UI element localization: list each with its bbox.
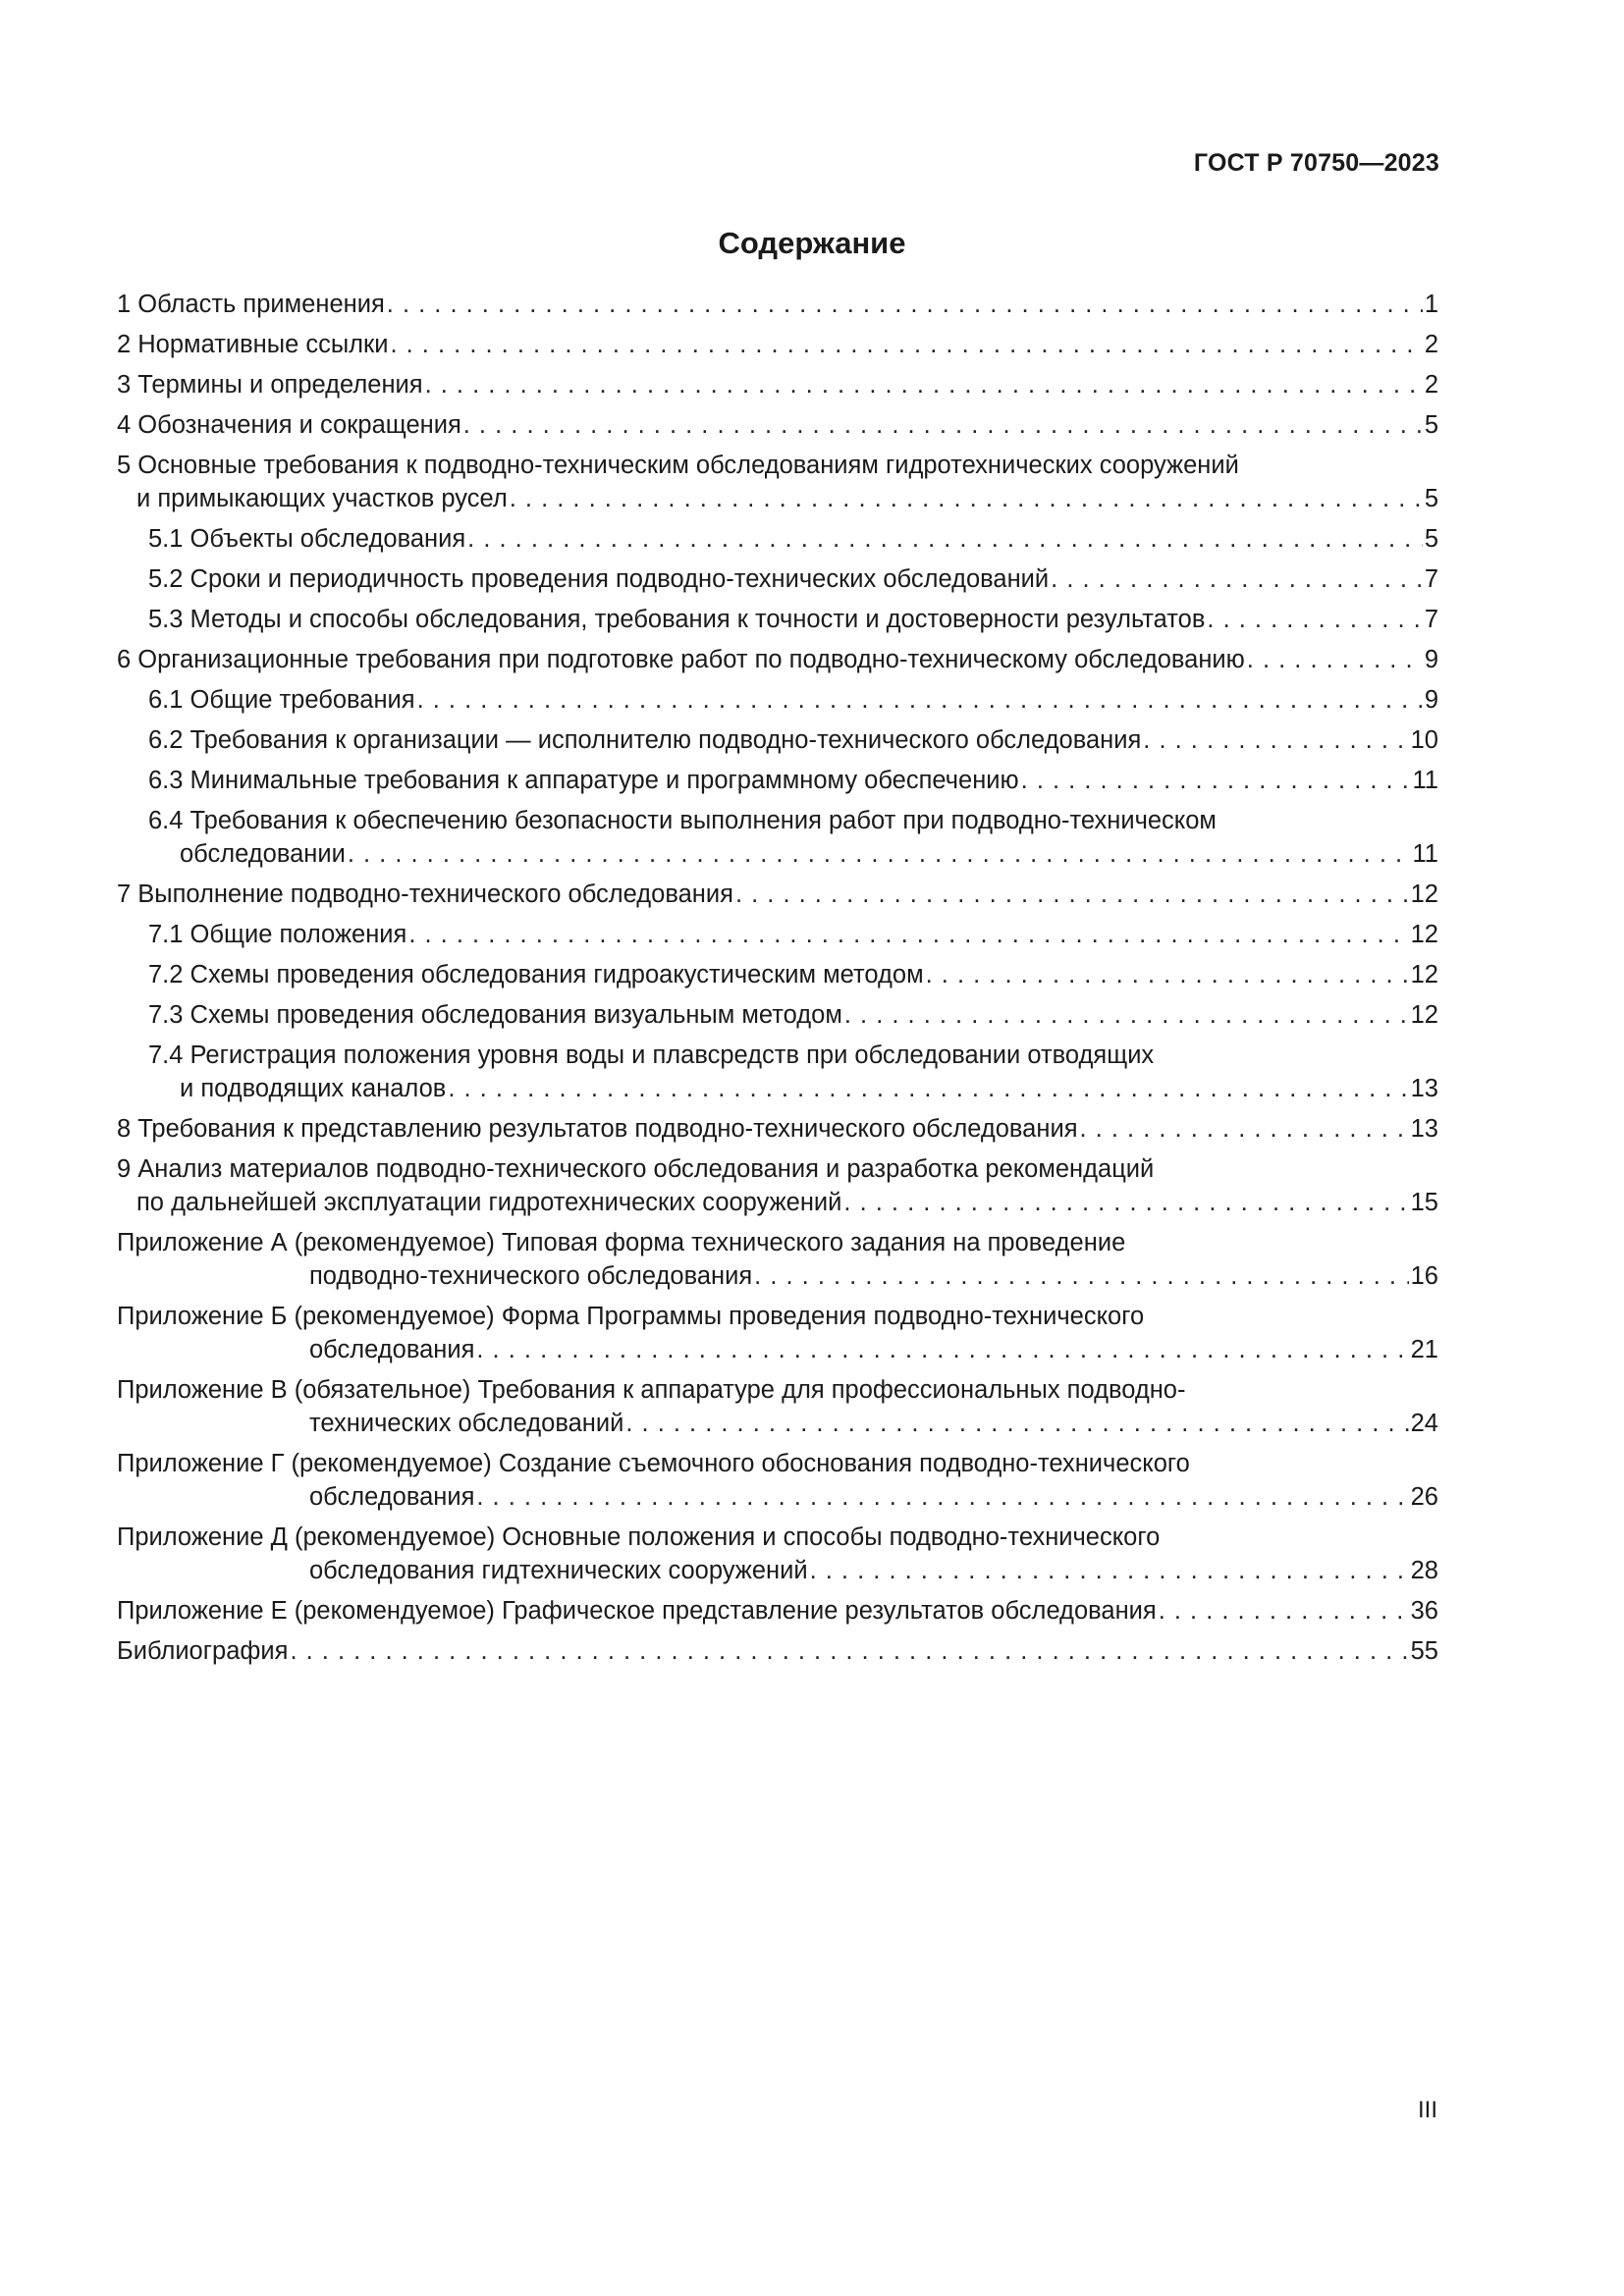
toc-entry[interactable] [117,288,1438,321]
toc-page-number: 9 [1424,646,1438,673]
toc-page-number: 1 [1424,291,1438,318]
toc-page-number: 13 [1410,1075,1438,1102]
toc-entry-label: 5.1 Объекты обследования [148,525,466,553]
toc-entry-text: Приложение А (рекомендуемое) Типовая форма технического задания на проведение [117,1229,1126,1256]
toc-entry-label: обследовании [180,840,346,868]
dot-leader [476,1480,1408,1514]
toc-page-number: 16 [1410,1262,1438,1290]
toc-entry-label: 4 Обозначения и сокращения [117,411,461,439]
toc-page-number: 2 [1424,371,1438,399]
toc-page-number: 36 [1410,1597,1438,1625]
toc-page-number: 21 [1410,1336,1438,1363]
dot-leader [290,1634,1408,1668]
toc-page-number: 7 [1424,565,1438,593]
dot-leader [417,683,1423,717]
dot-leader [1143,723,1408,757]
toc-entry-label: 7.2 Схемы проведения обследования гидроакустическим методом [148,961,924,988]
toc-entry-text: 6.4 Требования к обеспечению безопасности выполнения работ при подводно-техническом [148,807,1217,834]
dot-leader [476,1333,1408,1366]
dot-leader [448,1072,1408,1105]
toc-entry-text: Приложение Б (рекомендуемое) Форма Программы проведения подводно-технического [117,1303,1145,1330]
toc-entry-label: обследования [309,1483,475,1511]
toc-page-number: 26 [1410,1483,1438,1511]
toc-entry[interactable] [117,1152,1438,1219]
toc-entry-text: Приложение Г (рекомендуемое) Создание съемочного обоснования подводно-технического [117,1450,1190,1477]
toc-entry[interactable] [117,1594,1438,1628]
toc-entry[interactable] [117,1112,1438,1146]
toc-entry[interactable] [117,328,1438,361]
dot-leader [348,837,1411,871]
page-number: III [1417,2097,1437,2123]
toc-entry[interactable] [117,1634,1438,1668]
toc-entry[interactable] [117,603,1438,636]
toc-entry-label: технических обследований [309,1410,624,1437]
dot-leader [1021,764,1411,797]
toc-page-number: 10 [1410,726,1438,754]
toc-entry-label: 2 Нормативные ссылки [117,331,389,358]
dot-leader [467,522,1423,556]
dot-leader [625,1407,1408,1440]
toc-page-number: 7 [1424,606,1438,633]
toc-page-number: 12 [1410,921,1438,948]
toc-entry[interactable] [117,408,1438,442]
toc-entry[interactable] [117,643,1438,676]
dot-leader [844,998,1409,1032]
toc-entry-text: Приложение Д (рекомендуемое) Основные положения и способы подводно-технического [117,1523,1161,1551]
toc-entry-label: 7.1 Общие положения [148,921,407,948]
toc-entry-label: 7 Выполнение подводно-технического обследования [117,881,733,908]
dot-leader [510,482,1423,515]
toc-entry[interactable] [117,1039,1438,1105]
dot-leader [754,1259,1408,1293]
document-identifier: ГОСТ Р 70750—2023 [1193,149,1439,177]
dot-leader [735,878,1409,911]
toc-page-number: 12 [1410,961,1438,988]
toc-entry-label: 7.3 Схемы проведения обследования визуальным методом [148,1001,842,1029]
toc-entry-label: и подводящих каналов [180,1075,447,1102]
toc-entry[interactable] [117,522,1438,556]
toc-entry-label: 6.3 Минимальные требования к аппаратуре и программному обеспечению [148,767,1019,794]
toc-entry[interactable] [117,683,1438,717]
toc-page-number: 5 [1424,485,1438,512]
toc-entry-text: 7.4 Регистрация положения уровня воды и плавсредств при обследовании отводящих [148,1041,1155,1069]
toc-entry-label: 6.2 Требования к организации — исполнителю подводно-технического обследования [148,726,1142,754]
dot-leader [390,328,1422,361]
table-of-contents [117,288,1438,1675]
toc-entry-label: 5.2 Сроки и периодичность проведения подводно-технических обследований [148,565,1050,593]
toc-page-number: 24 [1410,1410,1438,1437]
toc-entry[interactable] [117,1373,1438,1440]
dot-leader [1051,562,1423,596]
toc-page-number: 15 [1410,1189,1438,1216]
toc-entry[interactable] [117,1521,1438,1587]
page-title: Содержание [718,226,906,260]
toc-entry[interactable] [117,764,1438,797]
toc-page-number: 28 [1410,1557,1438,1584]
toc-entry[interactable] [117,368,1438,401]
dot-leader [463,408,1423,442]
toc-entry-label: и примыкающих участков русел [136,485,508,512]
toc-entry-label: подводно-технического обследования [309,1262,753,1290]
toc-page-number: 12 [1410,1001,1438,1029]
toc-entry-text: 5 Основные требования к подводно-техническим обследованиям гидротехнических сооружений [117,452,1239,479]
toc-entry-label: Приложение Е (рекомендуемое) Графическое представление результатов обследования [117,1597,1157,1625]
toc-entry[interactable] [117,1226,1438,1293]
toc-page-number: 11 [1412,767,1438,794]
toc-entry-label: 8 Требования к представлению результатов подводно-технического обследования [117,1115,1078,1143]
toc-page-number: 9 [1424,686,1438,714]
toc-page-number: 11 [1412,840,1438,868]
toc-entry[interactable] [117,998,1438,1032]
toc-entry-label: 6 Организационные требования при подготовке работ по подводно-техническому обследованию [117,646,1245,673]
toc-entry[interactable] [117,804,1438,871]
toc-entry-text: Приложение В (обязательное) Требования к аппаратуре для профессиональных подводно- [117,1376,1186,1404]
toc-entry[interactable] [117,1447,1438,1514]
toc-page-number: 5 [1424,411,1438,439]
toc-entry[interactable] [117,1300,1438,1366]
toc-entry-label: обследования [309,1336,475,1363]
toc-entry[interactable] [117,918,1438,951]
toc-entry[interactable] [117,449,1438,515]
toc-entry-label: 3 Термины и определения [117,371,423,399]
toc-entry[interactable] [117,878,1438,911]
dot-leader [387,288,1423,321]
toc-entry-label: 1 Область применения [117,291,385,318]
toc-entry[interactable] [117,958,1438,991]
toc-entry[interactable] [117,562,1438,596]
toc-entry-label: Библиография [117,1637,289,1665]
toc-page-number: 5 [1424,525,1438,553]
toc-entry-text: 9 Анализ материалов подводно-технического обследования и разработка рекомендаций [117,1155,1155,1183]
dot-leader [1159,1594,1409,1628]
dot-leader [843,1186,1408,1219]
dot-leader [1207,603,1422,636]
toc-page-number: 55 [1410,1637,1438,1665]
dot-leader [926,958,1409,991]
toc-entry-label: 5.3 Методы и способы обследования, требования к точности и достоверности результатов [148,606,1206,633]
dot-leader [1080,1112,1409,1146]
dot-leader [425,368,1423,401]
toc-entry-label: обследования гидтехнических сооружений [309,1557,808,1584]
toc-entry[interactable] [117,723,1438,757]
toc-page-number: 2 [1424,331,1438,358]
dot-leader [1247,643,1423,676]
toc-page-number: 12 [1410,881,1438,908]
dot-leader [408,918,1408,951]
toc-page-number: 13 [1410,1115,1438,1143]
toc-entry-label: по дальнейшей эксплуатации гидротехнических сооружений [136,1189,842,1216]
toc-entry-label: 6.1 Общие требования [148,686,415,714]
dot-leader [810,1554,1409,1587]
